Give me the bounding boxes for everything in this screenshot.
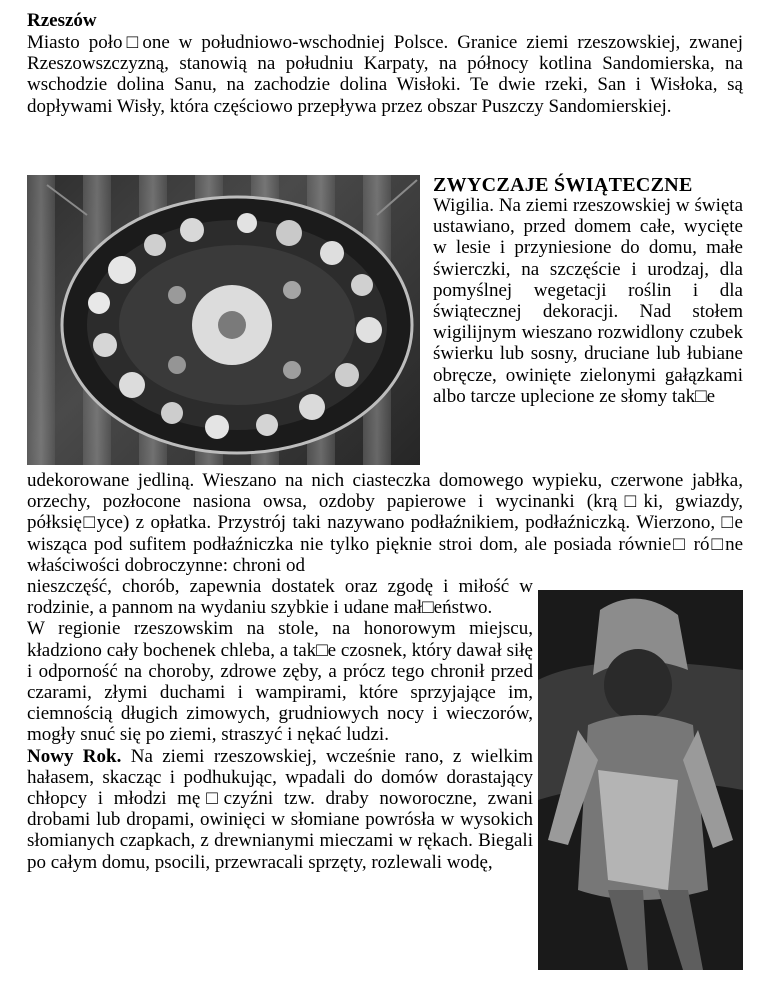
wigilia-paragraph-left: nieszczęść, chorób, zapewnia dostatek oraz zgodę i miłość w rodzinie, a pannom na wydaniu szybkie i udane mał□eństwo. xyxy=(27,576,533,619)
straw-figure-illustration xyxy=(538,590,743,970)
section-title: ZWYCZAJE ŚWIĄTECZNE xyxy=(433,174,693,196)
page-title: Rzeszów xyxy=(27,10,97,31)
intro-paragraph: Miasto poło□one w południowo-wschodniej Polsce. Granice ziemi rzeszowskiej, zwanej Rzeszowszczyzną, stanowią na południu Karpaty, na północy kotlina Sandomierska, na wschodzie dolina Sanu, na zachodzie dolina Wisłoki. Te dwie rzeki, San i Wisłoka, są dopływami Wisły, która częściowo przepływa przez obszar Puszczy Sandomierskiej. xyxy=(27,32,743,117)
wigilia-paragraph-right: Wigilia. Na ziemi rzeszowskiej w święta ustawiano, przed domem całe, wycięte w lesie i przyniesione do domu, małe świerczki, na szczęście i urodzaj, dla pomyślnej wegetacji roślin i dla świątecznej dekoracji. Nad stołem wigilijnym wieszano rozwidlony czubek świerku lub sosny, druciane lub łubiane obręcze, owinięte zielonymi gałązkami albo tarcze uplecione ze słomy tak□e xyxy=(433,195,743,407)
wigilia-paragraph-full: udekorowane jedliną. Wieszano na nich ciasteczka domowego wypieku, czerwone jabłka, orzechy, pozłocone nasiona owsa, ozdoby papierowe i wycinanki (krą□ki, gwiazdy, półksię□yce) z opłatka. Przystrój taki nazywano podłaźnikiem, podłaźniczką. Wierzono, □e wisząca pod sufitem podłaźniczka nie tylko pięknie stroi dom, ale posiada równie□ ró□ne właściwości dobroczynne: chroni od xyxy=(27,470,743,576)
straw-costume-photo xyxy=(538,590,743,970)
bread-paragraph: W regionie rzeszowskim na stole, na honorowym miejscu, kładziono cały bochenek chleba, a tak□e czosnek, który dawał siłę i odporność na choroby, zdrowe zęby, a prócz tego chronił przed czarami, złymi duchami i wampirami, które sprzyjające im, ciemnością długich zimowych, grudniowych nocy i wieczorów, mogły snuć się po ziemi, straszyć i nękać ludzi. xyxy=(27,618,533,746)
left-column xyxy=(27,576,533,873)
nowy-rok-text: Na ziemi rzeszowskiej, wcześnie rano, z wielkim hałasem, skacząc i podhukując, wpadali do domów dorastający chłopcy i młodzi mę□czyźni tzw. draby noworoczne, zwani drobami lub dropami, owinięci w słomiane powrósła w wysokich słomianych czapkach, z drewnianymi mieczami w rękach. Biegali po całym domu, psocili, przewracali sprzęty, rozlewali wodę, xyxy=(27,745,534,873)
nowy-rok-heading: Nowy Rok. xyxy=(27,745,122,767)
nowy-rok-paragraph xyxy=(27,746,533,873)
wreath-photo xyxy=(27,175,420,465)
wreath-illustration xyxy=(27,175,420,465)
